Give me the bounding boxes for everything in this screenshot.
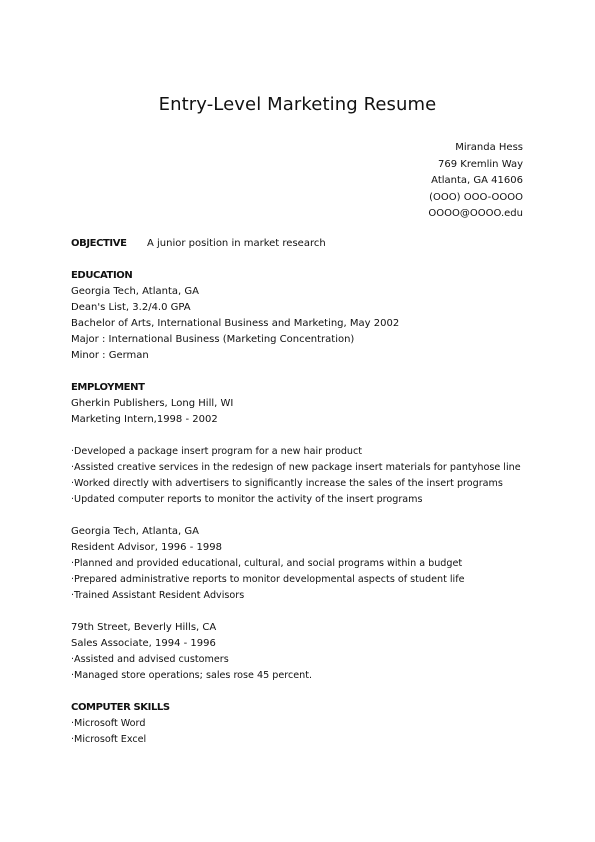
job-company: 79th Street, Beverly Hills, CA — [71, 622, 217, 633]
job-role: Resident Advisor, 1996 - 1998 — [71, 542, 222, 553]
job-company: Georgia Tech, Atlanta, GA — [71, 526, 199, 537]
education-heading: EDUCATION — [71, 270, 133, 281]
job-role: Sales Associate, 1994 - 1996 — [71, 638, 216, 649]
job-bullet: ·Planned and provided educational, cultural, and social programs within a budget — [71, 558, 463, 569]
resume-title: Entry-Level Marketing Resume — [158, 94, 437, 115]
job-role: Marketing Intern,1998 - 2002 — [71, 414, 218, 425]
job-bullet: ·Trained Assistant Resident Advisors — [71, 590, 245, 601]
skills-heading: COMPUTER SKILLS — [71, 702, 170, 713]
education-line: Major : International Business (Marketing Concentration) — [71, 334, 355, 345]
contact-email: OOOO@OOOO.edu — [428, 208, 523, 219]
job-bullet: ·Worked directly with advertisers to significantly increase the sales of the insert programs — [71, 478, 503, 489]
contact-city: Atlanta, GA 41606 — [431, 175, 523, 186]
contact-phone: (OOO) OOO-OOOO — [429, 191, 523, 203]
contact-name: Miranda Hess — [455, 142, 523, 153]
education-line: Minor : German — [71, 350, 149, 361]
job-bullet: ·Assisted creative services in the redesign of new package insert materials for pantyhose line — [71, 462, 521, 473]
objective-text: A junior position in market research — [147, 238, 326, 249]
job-bullet: ·Developed a package insert program for a new hair product — [71, 446, 363, 457]
skill-item: ·Microsoft Excel — [71, 734, 147, 745]
job-bullet: ·Prepared administrative reports to monitor developmental aspects of student life — [71, 574, 465, 585]
job-bullet: ·Assisted and advised customers — [71, 654, 229, 665]
education-line: Georgia Tech, Atlanta, GA — [71, 286, 199, 297]
job-company: Gherkin Publishers, Long Hill, WI — [71, 398, 234, 409]
job-bullet: ·Managed store operations; sales rose 45 percent. — [71, 670, 313, 681]
skill-item: ·Microsoft Word — [71, 718, 146, 729]
employment-heading: EMPLOYMENT — [71, 382, 145, 393]
education-line: Dean's List, 3.2/4.0 GPA — [71, 302, 191, 313]
objective-section — [71, 236, 326, 252]
education-line: Bachelor of Arts, International Business and Marketing, May 2002 — [71, 318, 400, 329]
contact-street: 769 Kremlin Way — [438, 158, 523, 170]
contact-block — [428, 140, 523, 223]
job-bullet: ·Updated computer reports to monitor the activity of the insert programs — [71, 494, 423, 505]
objective-heading: OBJECTIVE — [71, 238, 127, 249]
